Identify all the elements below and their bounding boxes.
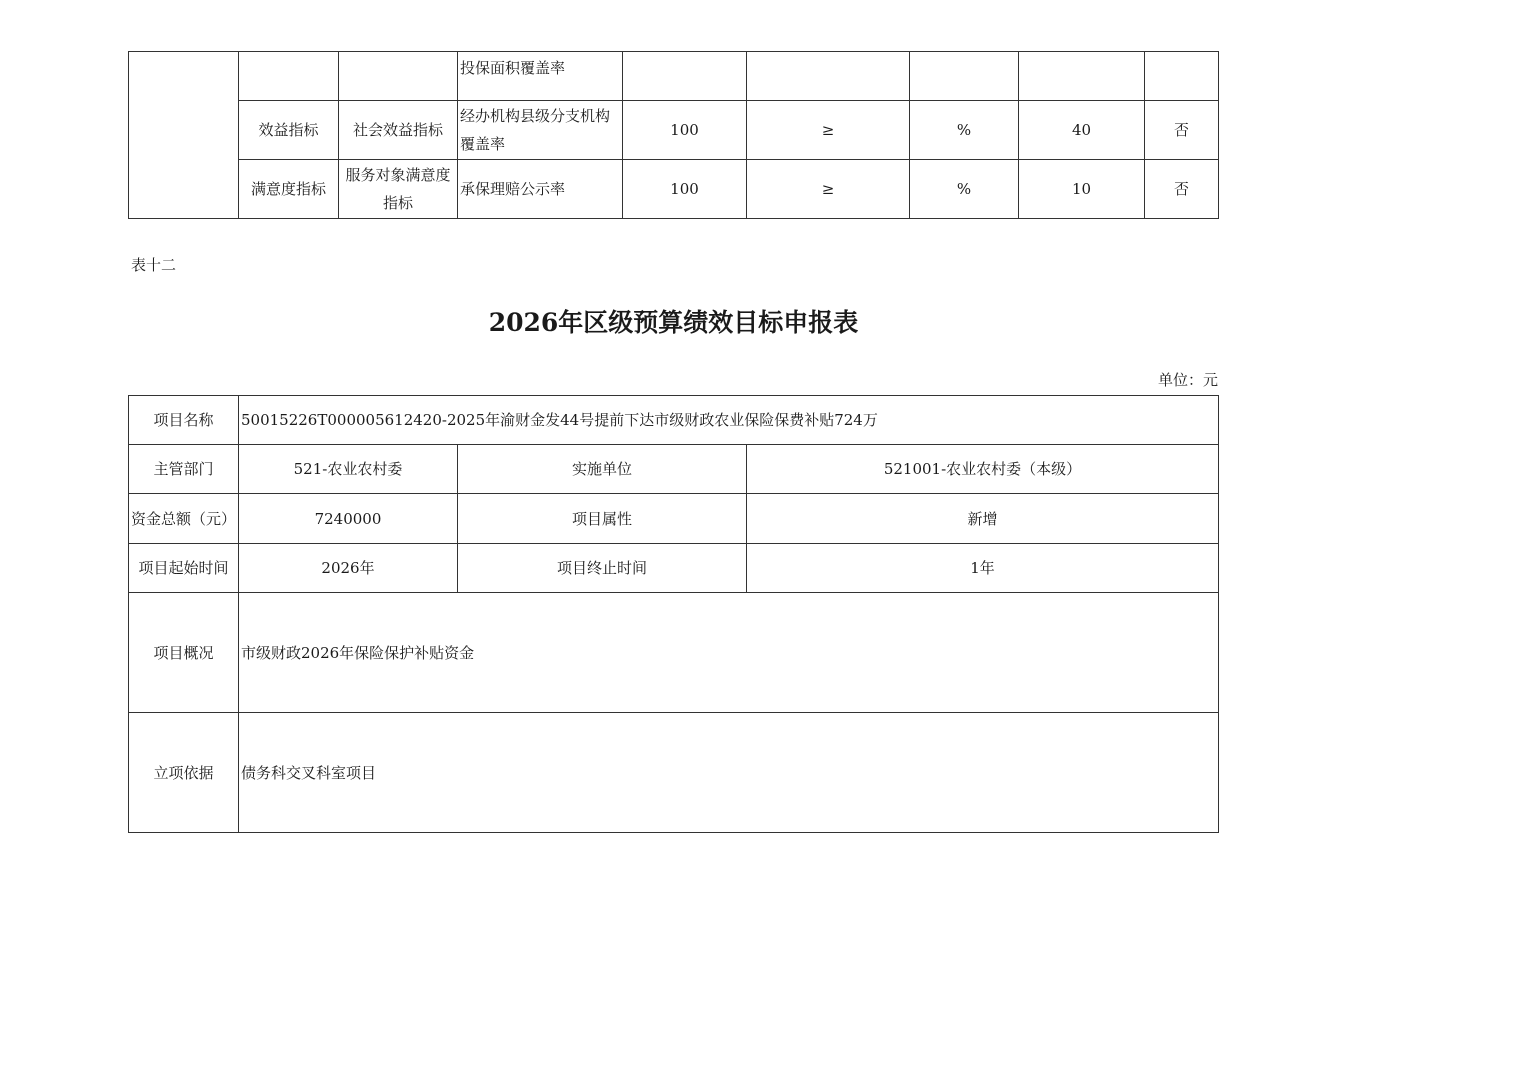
target-cell: 10 <box>1019 160 1145 219</box>
core-cell <box>1145 52 1219 101</box>
weight-cell: 100 <box>623 101 747 160</box>
total-amount-value: 7240000 <box>239 494 458 544</box>
operator-cell: ≥ <box>747 101 910 160</box>
basis-value: 债务科交叉科室项目 <box>239 713 1219 833</box>
unit-cell <box>910 52 1019 101</box>
project-name-value: 50015226T000005612420-2025年渝财金发44号提前下达市级财政农业保险保费补贴724万 <box>239 396 1219 445</box>
target-cell: 40 <box>1019 101 1145 160</box>
level2-cell: 社会效益指标 <box>339 101 458 160</box>
overview-value: 市级财政2026年保险保护补贴资金 <box>239 593 1219 713</box>
end-time-value: 1年 <box>747 544 1219 593</box>
level2-cell: 服务对象满意度指标 <box>339 160 458 219</box>
level1-cell: 效益指标 <box>239 101 339 160</box>
indicator-cell: 承保理赔公示率 <box>458 160 623 219</box>
level1-cell: 满意度指标 <box>239 160 339 219</box>
overview-label: 项目概况 <box>129 593 239 713</box>
operator-cell: ≥ <box>747 160 910 219</box>
table-row <box>129 52 1219 101</box>
project-name-label: 项目名称 <box>129 396 239 445</box>
performance-indicator-table <box>128 51 1219 219</box>
department-value: 521-农业农村委 <box>239 445 458 494</box>
indicator-cell: 经办机构县级分支机构覆盖率 <box>458 101 623 160</box>
unit-cell: % <box>910 101 1019 160</box>
implementing-unit-label: 实施单位 <box>458 445 747 494</box>
table-row <box>129 593 1219 713</box>
project-attribute-label: 项目属性 <box>458 494 747 544</box>
table-number-label: 表十二 <box>131 256 177 274</box>
implementing-unit-value: 521001-农业农村委（本级） <box>747 445 1219 494</box>
table-row <box>129 160 1219 219</box>
unit-cell: % <box>910 160 1019 219</box>
core-cell: 否 <box>1145 101 1219 160</box>
page-title: 2026年区级预算绩效目标申报表 <box>488 308 859 337</box>
project-info-table <box>128 395 1219 833</box>
table-row <box>129 101 1219 160</box>
level1-cell <box>239 52 339 101</box>
department-label: 主管部门 <box>129 445 239 494</box>
table-row <box>129 445 1219 494</box>
total-amount-label: 资金总额（元） <box>129 494 239 544</box>
start-time-label: 项目起始时间 <box>129 544 239 593</box>
table-row <box>129 544 1219 593</box>
target-cell <box>1019 52 1145 101</box>
core-cell: 否 <box>1145 160 1219 219</box>
unit-label: 单位：元 <box>1157 371 1218 389</box>
weight-cell <box>623 52 747 101</box>
end-time-label: 项目终止时间 <box>458 544 747 593</box>
level2-cell <box>339 52 458 101</box>
basis-label: 立项依据 <box>129 713 239 833</box>
start-time-value: 2026年 <box>239 544 458 593</box>
table-row <box>129 713 1219 833</box>
table-row <box>129 494 1219 544</box>
category-cell <box>129 52 239 219</box>
project-attribute-value: 新增 <box>747 494 1219 544</box>
weight-cell: 100 <box>623 160 747 219</box>
table-row <box>129 396 1219 445</box>
operator-cell <box>747 52 910 101</box>
indicator-cell: 投保面积覆盖率 <box>458 52 623 101</box>
